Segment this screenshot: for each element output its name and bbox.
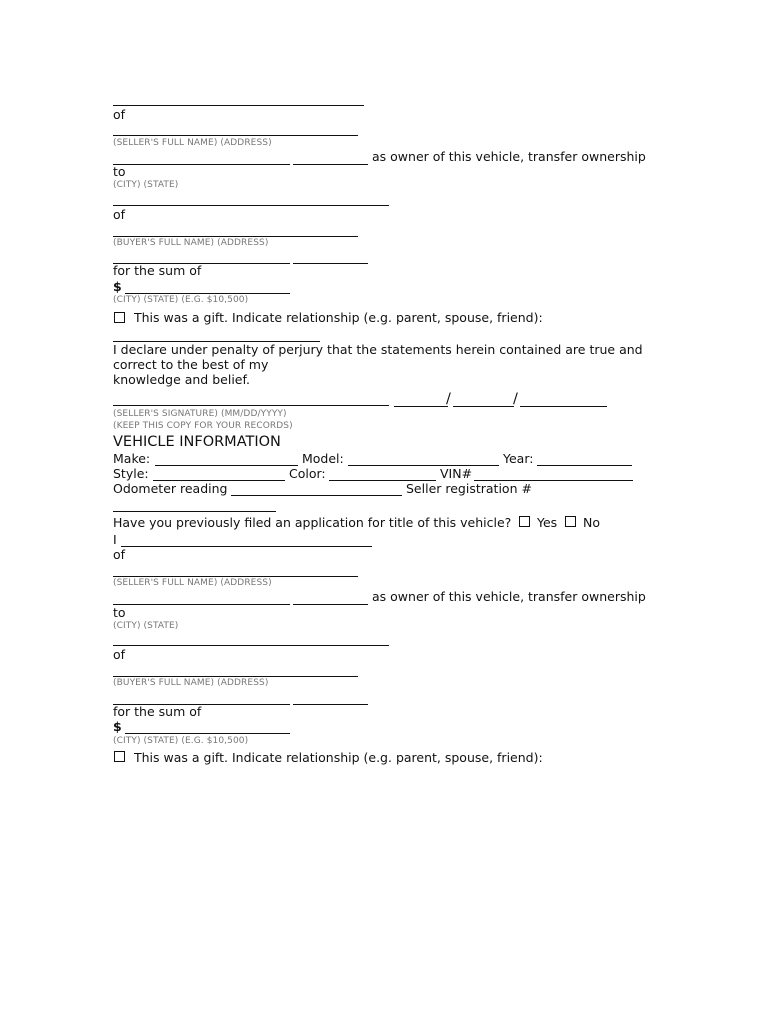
for-sum-text-2: for the sum of (113, 704, 202, 719)
year-label: Year: (503, 451, 534, 466)
gift-checkbox-2[interactable] (114, 751, 125, 762)
city-state-sum-label: (CITY) (STATE) (E.G. $10,500) (113, 295, 249, 305)
buyer-name-line[interactable] (113, 205, 389, 206)
signature-line[interactable] (113, 405, 389, 406)
odometer-label: Odometer reading (113, 481, 228, 496)
of-text: of (113, 107, 126, 122)
yes-label: Yes (537, 515, 558, 530)
sum-line-2[interactable] (125, 733, 290, 734)
date-month-line[interactable] (394, 406, 448, 407)
i-label: I (113, 532, 117, 547)
city-state-label: (CITY) (STATE) (113, 180, 179, 190)
buyer-name-address-label-2: (BUYER'S FULL NAME) (ADDRESS) (113, 678, 269, 688)
seller-name-address-label-2: (SELLER'S FULL NAME) (ADDRESS) (113, 578, 272, 588)
for-sum-text: for the sum of (113, 263, 202, 278)
date-year-line[interactable] (520, 406, 607, 407)
buyer-address-line-2[interactable] (113, 676, 358, 677)
of-text-3: of (113, 547, 126, 562)
declare-line-1: I declare under penalty of perjury that the statements herein contained are true and (113, 342, 643, 357)
make-line[interactable] (155, 465, 298, 466)
owner-transfer-text: as owner of this vehicle, transfer ownership (372, 149, 646, 164)
keep-copy-label: (KEEP THIS COPY FOR YOUR RECORDS) (113, 421, 293, 431)
seller-city-line-2[interactable] (113, 604, 290, 605)
no-label: No (583, 515, 600, 530)
of-text-2: of (113, 207, 126, 222)
vehicle-info-heading: VEHICLE INFORMATION (113, 434, 281, 450)
prev-filed-question: Have you previously filed an application for title of this vehicle? (113, 515, 512, 530)
seller-state-line-2[interactable] (293, 604, 368, 605)
owner-transfer-text-2: as owner of this vehicle, transfer ownership (372, 589, 646, 604)
signature-date-label: (SELLER'S SIGNATURE) (MM/DD/YYYY) (113, 409, 287, 419)
declare-line-2: correct to the best of my (113, 357, 269, 372)
to-text-2: to (113, 605, 126, 620)
sum-line[interactable] (125, 293, 290, 294)
model-label: Model: (302, 451, 344, 466)
dollar-sign: $ (113, 279, 122, 294)
color-label: Color: (289, 466, 326, 481)
declare-line-3: knowledge and belief. (113, 372, 250, 387)
date-slash-2: / (513, 391, 518, 407)
seller-state-line[interactable] (293, 164, 368, 165)
buyer-name-line-2[interactable] (113, 645, 389, 646)
odometer-line[interactable] (231, 495, 402, 496)
city-state-label-2: (CITY) (STATE) (113, 621, 179, 631)
city-state-sum-label-2: (CITY) (STATE) (E.G. $10,500) (113, 736, 249, 746)
gift-text: This was a gift. Indicate relationship (e.g. parent, spouse, friend): (134, 310, 543, 325)
seller-name-line[interactable] (113, 105, 364, 106)
seller-reg-label: Seller registration # (406, 481, 532, 496)
buyer-state-line-2[interactable] (293, 704, 368, 705)
buyer-address-line[interactable] (113, 236, 358, 237)
seller-address-line[interactable] (113, 135, 358, 136)
buyer-name-address-label: (BUYER'S FULL NAME) (ADDRESS) (113, 238, 269, 248)
no-checkbox[interactable] (565, 516, 576, 527)
seller-reg-line[interactable] (113, 511, 276, 512)
style-label: Style: (113, 466, 149, 481)
gift-text-2: This was a gift. Indicate relationship (e.g. parent, spouse, friend): (134, 750, 543, 765)
date-day-line[interactable] (453, 406, 514, 407)
seller-name-line-2[interactable] (121, 546, 372, 547)
seller-name-address-label: (SELLER'S FULL NAME) (ADDRESS) (113, 138, 272, 148)
seller-address-line-2[interactable] (113, 576, 358, 577)
make-label: Make: (113, 451, 151, 466)
to-text: to (113, 164, 126, 179)
year-line[interactable] (537, 465, 632, 466)
seller-city-line[interactable] (113, 164, 290, 165)
dollar-sign-2: $ (113, 719, 122, 734)
date-slash-1: / (446, 391, 451, 407)
vin-label: VIN# (440, 466, 473, 481)
model-line[interactable] (348, 465, 499, 466)
yes-checkbox[interactable] (519, 516, 530, 527)
buyer-state-line[interactable] (293, 263, 368, 264)
of-text-4: of (113, 647, 126, 662)
gift-checkbox[interactable] (114, 312, 125, 323)
